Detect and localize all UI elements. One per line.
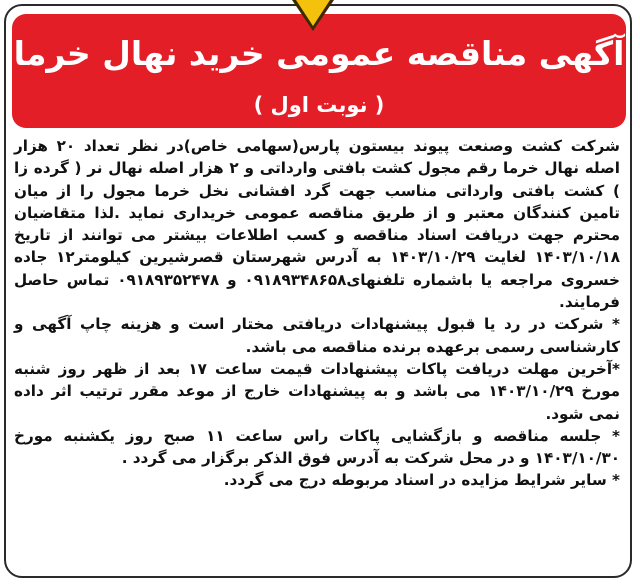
condition-item-1: * شرکت در رد یا قبول پیشنهادات دریافتی مختار است و هزینه چاپ آگهی و کارشناسی رسمی برعهده برنده مناقصه می باشد. (14, 315, 620, 356)
notice-body (14, 135, 620, 492)
condition-item-3: * جلسه مناقصه و بازگشایی پاکات راس ساعت ۱۱ صبح روز یکشنبه مورخ ۱۴۰۳/۱۰/۳۰ و در محل شرکت به آدرس فوق الذکر برگزار می گردد . (14, 426, 620, 468)
intro-paragraph: شرکت کشت وصنعت پیوند بیستون پارس(سهامی خاص)در نظر تعداد ۲۰ هزار اصله نهال خرما رقم مجول کشت بافتی وارداتی و ۲ هزار اصله نهال نر ( گرده زا ) کشت بافتی وارداتی مناسب جهت گرد افشانی نخل خرما مجول را از میان تامین کنندگان معتبر و از طریق مناقصه عمومی خریداری نماید .لذا متقاضیان محترم جهت دریافت اسناد مناقصه و کسب اطلاعات بیشتر می توانند از تاریخ ۱۴۰۳/۱۰/۱۸ لغایت ۱۴۰۳/۱۰/۲۹ به آدرس شهرستان قصرشیرین کیلومتر۱۲ جاده خسروی مراجعه یا باشماره تلفنهای۰۹۱۸۹۳۴۸۶۵۸ و ۰۹۱۸۹۳۵۲۴۷۸ تماس حاصل فرمایند. (14, 137, 621, 312)
condition-item-4: * سایر شرایط مزایده در اسناد مربوطه درج می گردد. (223, 471, 620, 490)
notice-title: آگهی مناقصه عمومی خرید نهال خرما (13, 34, 625, 73)
notice-header (12, 14, 626, 128)
notice-subtitle: ( نوبت اول ) (253, 93, 385, 117)
yellow-triangle-icon (296, 0, 330, 26)
condition-item-2: *آخرین مهلت دریافت پاکات پیشنهادات قیمت ساعت ۱۷ بعد از ظهر روز شنبه مورخ ۱۴۰۳/۱۰/۲۹ می باشد و به پیشنهادات خارج از موعد مقرر ترتیب اثر داده نمی شود. (14, 359, 620, 423)
